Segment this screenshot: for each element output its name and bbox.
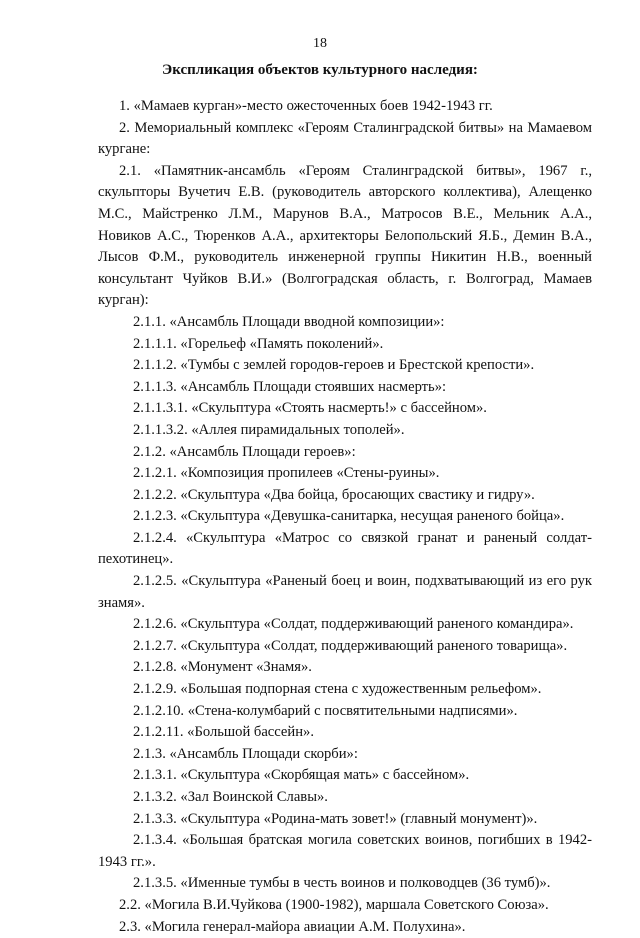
- list-item: 1. «Мамаев курган»-место ожесточенных боев 1942-1943 гг.: [119, 98, 493, 114]
- list-item: 2.1. «Памятник-ансамбль «Героям Сталинградской битвы», 1967 г., скульпторы Вучетич Е.В. (руководитель авторского коллектива), Алещенко М.С., Майстренко Л.М., Марунов В.А., Матросов В.Е., Мельник А.А., Новиков А.С., Тюренков А.А., архитекторы Белопольский Я.Б., Демин В.А., Лысов Ф.М., руководитель инженерной группы Никитин Н.В., военный консультант Чуйков В.И.» (Волгоградская область, г. Волгоград, Мамаев курган):: [98, 162, 592, 309]
- list-item: 2.1.3.1. «Скульптура «Скорбящая мать» с бассейном».: [133, 767, 470, 784]
- list-item: 2.1.1.3.2. «Аллея пирамидальных тополей».: [133, 421, 405, 438]
- list-item: 2.1.3.4. «Большая братская могила советских воинов, погибших в 1942-1943 гг.».: [98, 832, 592, 870]
- list-item: 2.1.3. «Ансамбль Площади скорби»:: [133, 745, 358, 762]
- list-item: 2.1.2.10. «Стена-колумбарий с посвятительными надписями».: [133, 702, 518, 719]
- list-item: 2.1.2.5. «Скульптура «Раненый боец и воин, подхватывающий из его рук знамя».: [98, 573, 592, 611]
- list-item: 2.1.2.8. «Монумент «Знамя».: [133, 659, 312, 676]
- list-item: 2.1.2.6. «Скульптура «Солдат, поддерживающий раненого командира».: [133, 616, 574, 633]
- list-item: 2.1.2.9. «Большая подпорная стена с художественным рельефом».: [133, 681, 542, 698]
- explication-list: [98, 96, 592, 938]
- list-item: 2.2. «Могила В.И.Чуйкова (1900-1982), маршала Советского Союза».: [119, 896, 549, 913]
- list-item: 2.1.3.5. «Именные тумбы в честь воинов и полководцев (36 тумб)».: [133, 875, 551, 892]
- list-item: 2.1.3.2. «Зал Воинской Славы».: [133, 789, 328, 805]
- page-title: Экспликация объектов культурного наследия:: [162, 62, 478, 78]
- list-item: 2. Мемориальный комплекс «Героям Сталинградской битвы» на Мамаевом кургане:: [98, 119, 592, 158]
- list-item: 2.1.1.3. «Ансамбль Площади стоявших насмерть»:: [133, 378, 447, 395]
- list-item: 2.1.2.3. «Скульптура «Девушка-санитарка, несущая раненого бойца».: [133, 508, 565, 525]
- list-item: 2.1.3.3. «Скульптура «Родина-мать зовет!» (главный монумент)».: [133, 810, 538, 827]
- list-item: 2.1.2.4. «Скульптура «Матрос со связкой гранат и раненый солдат-пехотинец».: [98, 529, 592, 568]
- list-item: 2.1.1.1. «Горельеф «Память поколений».: [133, 335, 384, 352]
- list-item: 2.1.2. «Ансамбль Площади героев»:: [133, 443, 356, 460]
- list-item: 2.1.1. «Ансамбль Площади вводной композиции»:: [133, 313, 445, 330]
- list-item: 2.1.2.7. «Скульптура «Солдат, поддерживающий раненого товарища».: [133, 637, 568, 654]
- list-item: 2.1.1.2. «Тумбы с землей городов-героев и Брестской крепости».: [133, 357, 535, 374]
- list-item: 2.1.2.11. «Большой бассейн».: [133, 724, 314, 741]
- list-item: 2.3. «Могила генерал-майора авиации А.М. Полухина».: [119, 918, 466, 935]
- list-item: 2.1.2.2. «Скульптура «Два бойца, бросающих свастику и гидру».: [133, 486, 535, 503]
- list-item: 2.1.2.1. «Композиция пропилеев «Стены-руины».: [133, 465, 440, 482]
- list-item: 2.1.1.3.1. «Скульптура «Стоять насмерть!» с бассейном».: [133, 400, 487, 417]
- page-number: 18: [313, 36, 327, 51]
